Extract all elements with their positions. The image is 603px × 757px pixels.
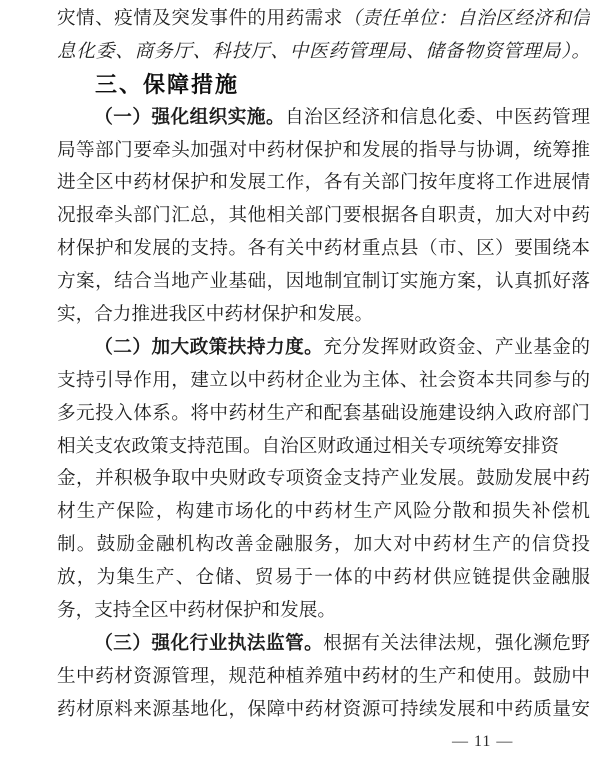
text-line [57,102,590,135]
text-line: 方案，结合当地产业基础，因地制宜制订实施方案，认真抓好落 [57,271,590,293]
text-line: 放，为集生产、仓储、贸易于一体的中药材供应链提供金融服 [57,567,590,589]
document-body [57,3,590,727]
paragraph-lead-segment: （二）加大政策扶持力度。 [94,336,324,358]
text-line: 况报牵头部门汇总，其他相关部门要根据各自职责，加大对中药 [57,205,590,227]
text-line: 材生产保险，构建市场化的中药材生产风险分散和损失补偿机 [57,501,590,523]
section-heading: 三、保障措施 [95,71,240,97]
text-line: 药材原料来源基地化，保障中药材资源可持续发展和中药质量安 [57,698,590,720]
responsibility-unit-segment: （责任单位：自治区经济和信 [342,8,590,29]
body-text-segment: 根据有关法律法规，强化濒危野 [323,632,590,654]
text-line: 务，支持全区中药材保护和发展。 [57,600,336,622]
text-line [57,36,590,69]
text-line [57,332,590,365]
body-text-segment: 灾情、疫情及突发事件的用药需求 [57,8,343,29]
body-text-segment: 自治区经济和信息化委、中医药管理 [285,106,590,128]
text-line: 实，合力推进我区中药材保护和发展。 [57,304,374,326]
page-number: — 11 — [452,733,514,750]
paragraph-lead-segment: （一）强化组织实施。 [94,106,286,128]
text-line [57,3,590,36]
text-line: 相关支农政策支持范围。自治区财政通过相关专项统筹安排资 [57,435,560,457]
text-line: 材保护和发展的支持。各有关中药材重点县（市、区）要围绕本 [57,238,590,260]
text-line: 制。鼓励金融机构改善金融服务，加大对中药材生产的信贷投 [57,534,590,556]
text-line: 局等部门要牵头加强对中药材保护和发展的指导与协调，统筹推 [57,139,590,161]
text-line: 支持引导作用，建立以中药材企业为主体、社会资本共同参与的 [57,369,590,391]
text-line [57,628,590,661]
text-line: 多元投入体系。将中药材生产和配套基础设施建设纳入政府部门 [57,402,590,424]
responsibility-unit-segment: 息化委、商务厅、科技厅、中医药管理局、储备物资管理局）。 [57,40,590,62]
paragraph-lead-segment: （三）强化行业执法监管。 [94,632,324,654]
body-text-segment: 充分发挥财政资金、产业基金的 [323,336,590,358]
text-line: 生中药材资源管理，规范种植养殖中药材的生产和使用。鼓励中 [57,665,590,687]
text-line: 金，并积极争取中央财政专项资金支持产业发展。鼓励发展中药 [57,468,590,490]
text-line: 进全区中药材保护和发展工作，各有关部门按年度将工作进展情 [57,172,590,194]
